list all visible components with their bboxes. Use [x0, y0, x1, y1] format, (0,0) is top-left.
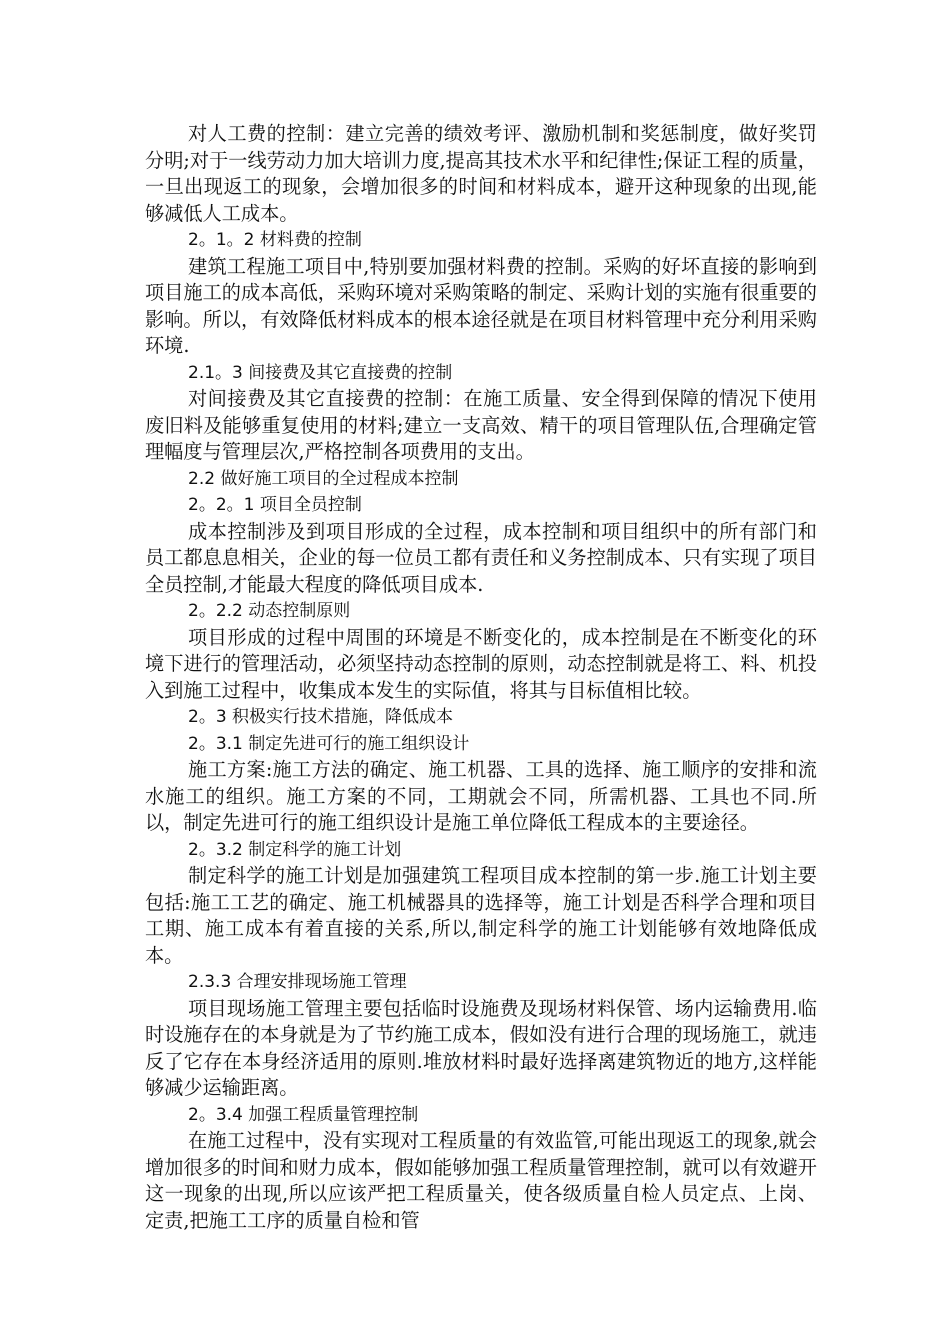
- document-body: [145, 121, 817, 1234]
- heading-2-1-3: 2.1。3 间接费及其它直接费的控制: [188, 362, 453, 383]
- paragraph-full-staff-control: 成本控制涉及到项目形成的全过程，成本控制和项目组织中的所有部门和员工都息息相关，企业的每一位员工都有责任和义务控制成本、只有实现了项目全员控制,才能最大程度的降低项目成本.: [145, 519, 817, 596]
- heading-2-3: 2。3 积极实行技术措施，降低成本: [188, 707, 454, 727]
- heading-2-2: 2.2 做好施工项目的全过程成本控制: [188, 468, 459, 489]
- paragraph-labor-cost: 对人工费的控制：建立完善的绩效考评、激励机制和奖惩制度，做好奖罚分明;对于一线劳动力加大培训力度,提高其技术水平和纪律性;保证工程的质量，一旦出现返工的现象，会增加很多的时间和材料成本，避开这种现象的出现,能够减低人工成本。: [145, 122, 817, 225]
- paragraph-material-cost: 建筑工程施工项目中,特别要加强材料费的控制。采购的好坏直接的影响到项目施工的成本高低，采购环境对采购策略的制定、采购计划的实施有很重要的影响。所以，有效降低材料成本的根本途径就是在项目材料管理中充分利用采购环境.: [145, 254, 817, 357]
- heading-2-3-2: 2。3.2 制定科学的施工计划: [188, 839, 402, 860]
- paragraph-scientific-schedule: 制定科学的施工计划是加强建筑工程项目成本控制的第一步.施工计划主要包括:施工工艺的确定、施工机械器具的选择等，施工计划是否科学合理和项目工期、施工成本有着直接的关系,所以,制定科学的施工计划能够有效地降低成本。: [145, 864, 817, 967]
- paragraph-site-management: 项目现场施工管理主要包括临时设施费及现场材料保管、场内运输费用.临时设施存在的本身就是为了节约施工成本，假如没有进行合理的现场施工，就违反了它存在本身经济适用的原则.堆放材料时最好选择离建筑物近的地方,这样能够减少运输距离。: [145, 996, 817, 1099]
- paragraph-dynamic-control: 项目形成的过程中周围的环境是不断变化的，成本控制是在不断变化的环境下进行的管理活动，必须坚持动态控制的原则，动态控制就是将工、料、机投入到施工过程中，收集成本发生的实际值，将其与目标值相比较。: [145, 625, 817, 702]
- heading-2-3-3: 2.3.3 合理安排现场施工管理: [188, 972, 407, 992]
- heading-2-3-4: 2。3.4 加强工程质量管理控制: [188, 1104, 419, 1125]
- heading-2-2-1: 2。2。1 项目全员控制: [188, 495, 362, 515]
- paragraph-indirect-cost: 对间接费及其它直接费的控制：在施工质量、安全得到保障的情况下使用废旧料及能够重复使用的材料;建立一支高效、精干的项目管理队伍,合理确定管理幅度与管理层次,严格控制各项费用的支出。: [145, 387, 817, 463]
- heading-2-2-2: 2。2.2 动态控制原则: [188, 601, 351, 621]
- paragraph-construction-plan: 施工方案:施工方法的确定、施工机器、工具的选择、施工顺序的安排和流水施工的组织。施工方案的不同，工期就会不同，所需机器、工具也不同.所以，制定先进可行的施工组织设计是施工单位降低工程成本的主要途径。: [145, 758, 817, 834]
- heading-2-1-2: 2。1。2 材料费的控制: [188, 230, 362, 250]
- paragraph-quality-control: 在施工过程中，没有实现对工程质量的有效监管,可能出现返工的现象,就会增加很多的时间和财力成本，假如能够加强工程质量管理控制，就可以有效避开这一现象的出现,所以应该严把工程质量关，使各级质量自检人员定点、上岗、定责,把施工工序的质量自检和管: [145, 1129, 817, 1232]
- heading-2-3-1: 2。3.1 制定先进可行的施工组织设计: [188, 733, 470, 754]
